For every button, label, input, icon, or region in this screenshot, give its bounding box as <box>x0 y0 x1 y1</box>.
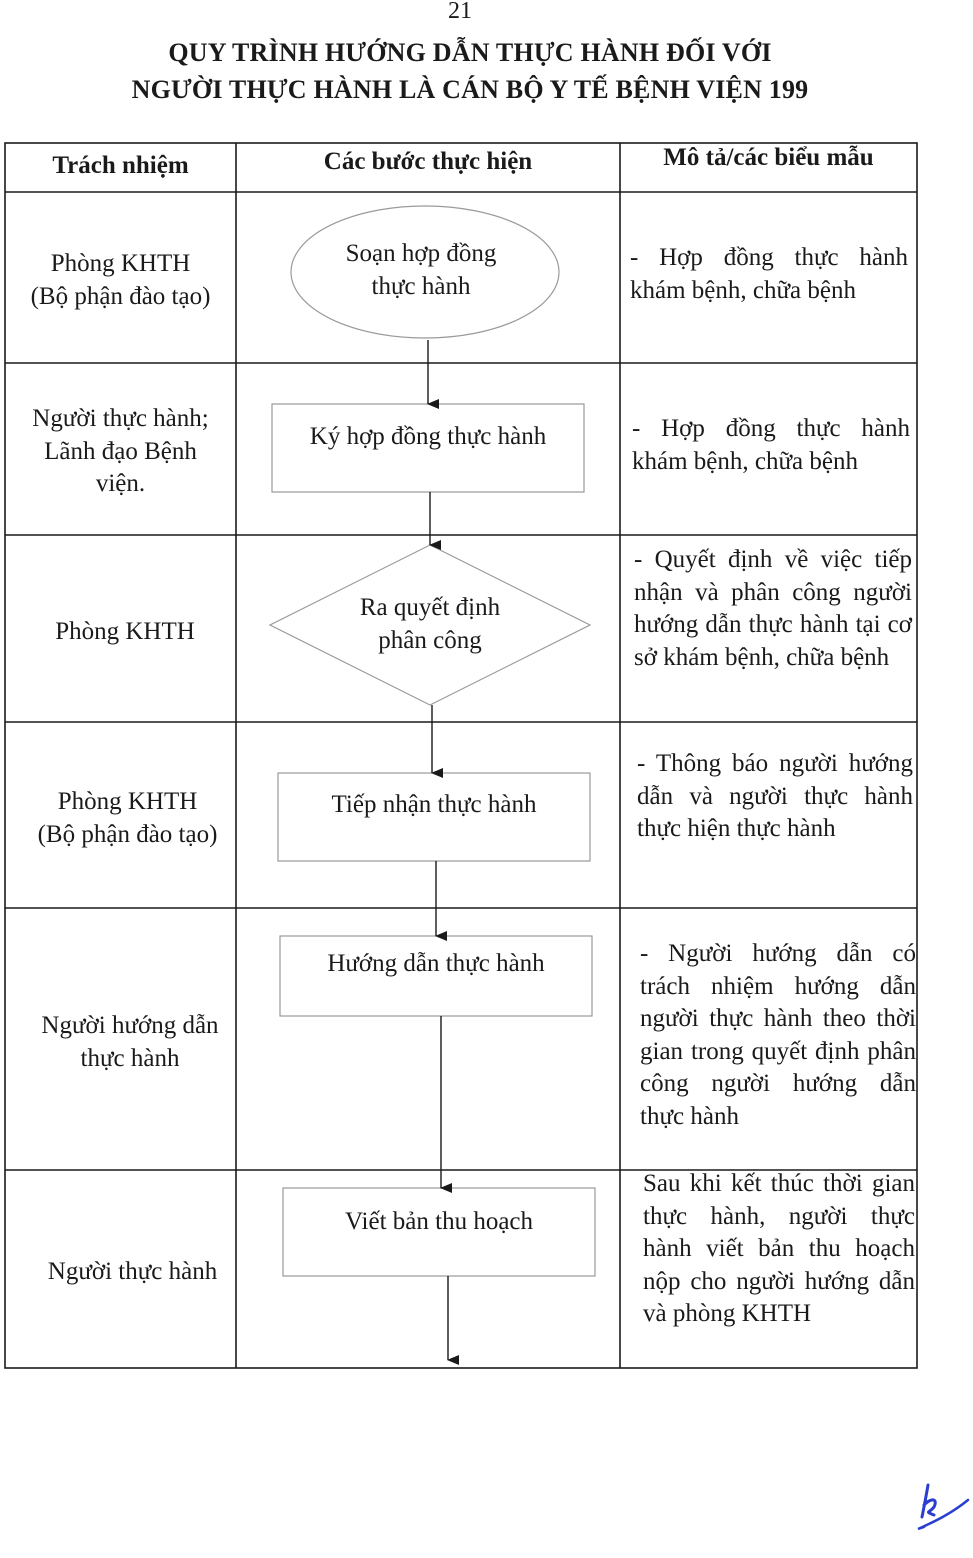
row-5-responsibility: Người hướng dẫn thực hành <box>41 1012 219 1072</box>
header-description: Mô tả/các biểu mẫu <box>663 144 874 171</box>
row-2-step: Ký hợp đồng thực hành <box>309 423 547 450</box>
row-2-responsibility: Người thực hành; Lãnh đạo Bệnh viện. <box>32 405 209 497</box>
title-line-2: NGƯỜI THỰC HÀNH LÀ CÁN BỘ Y TẾ BỆNH VIỆN 199 <box>131 75 809 104</box>
title-line-1: QUY TRÌNH HƯỚNG DẪN THỰC HÀNH ĐỐI VỚI <box>168 38 772 67</box>
row-1-description: - Hợp đồng thực hành khám bệnh, chữa bệnh <box>630 244 908 304</box>
row-6-description: Sau khi kết thúc thời gian thực hành, người thực hành viết bản thu hoạch nộp cho người hướng dẫn và phòng KHTH <box>643 1170 915 1327</box>
header-steps: Các bước thực hiện <box>323 148 533 175</box>
page-number: 21 <box>448 0 472 24</box>
row-4-responsibility: Phòng KHTH (Bộ phận đào tạo) <box>37 788 218 848</box>
row-6-step: Viết bản thu hoạch <box>344 1208 534 1235</box>
header-responsibility: Trách nhiệm <box>52 152 189 179</box>
row-5-description: - Người hướng dẫn có trách nhiệm hướng dẫn người thực hành theo thời gian trong quyết định phân công người hướng dẫn thực hành <box>640 940 916 1130</box>
row-5-step: Hướng dẫn thực hành <box>327 950 545 977</box>
row-1-responsibility: Phòng KHTH (Bộ phận đào tạo) <box>30 250 211 310</box>
row-4-step: Tiếp nhận thực hành <box>331 791 537 818</box>
row-1-step: Soạn hợp đồng thực hành <box>345 240 497 300</box>
row-3-description: - Quyết định về việc tiếp nhận và phân công người hướng dẫn thực hành tại cơ sở khám bệnh, chữa bệnh <box>634 546 912 671</box>
row-3-responsibility: Phòng KHTH <box>55 618 195 645</box>
row-2-description: - Hợp đồng thực hành khám bệnh, chữa bệnh <box>632 415 910 475</box>
row-4-description: - Thông báo người hướng dẫn và người thực hành thực hiện thực hành <box>637 750 913 842</box>
row-3-step: Ra quyết định phân công <box>359 594 501 654</box>
row-6-responsibility: Người thực hành <box>47 1258 218 1285</box>
handwritten-signature <box>900 1465 970 1540</box>
